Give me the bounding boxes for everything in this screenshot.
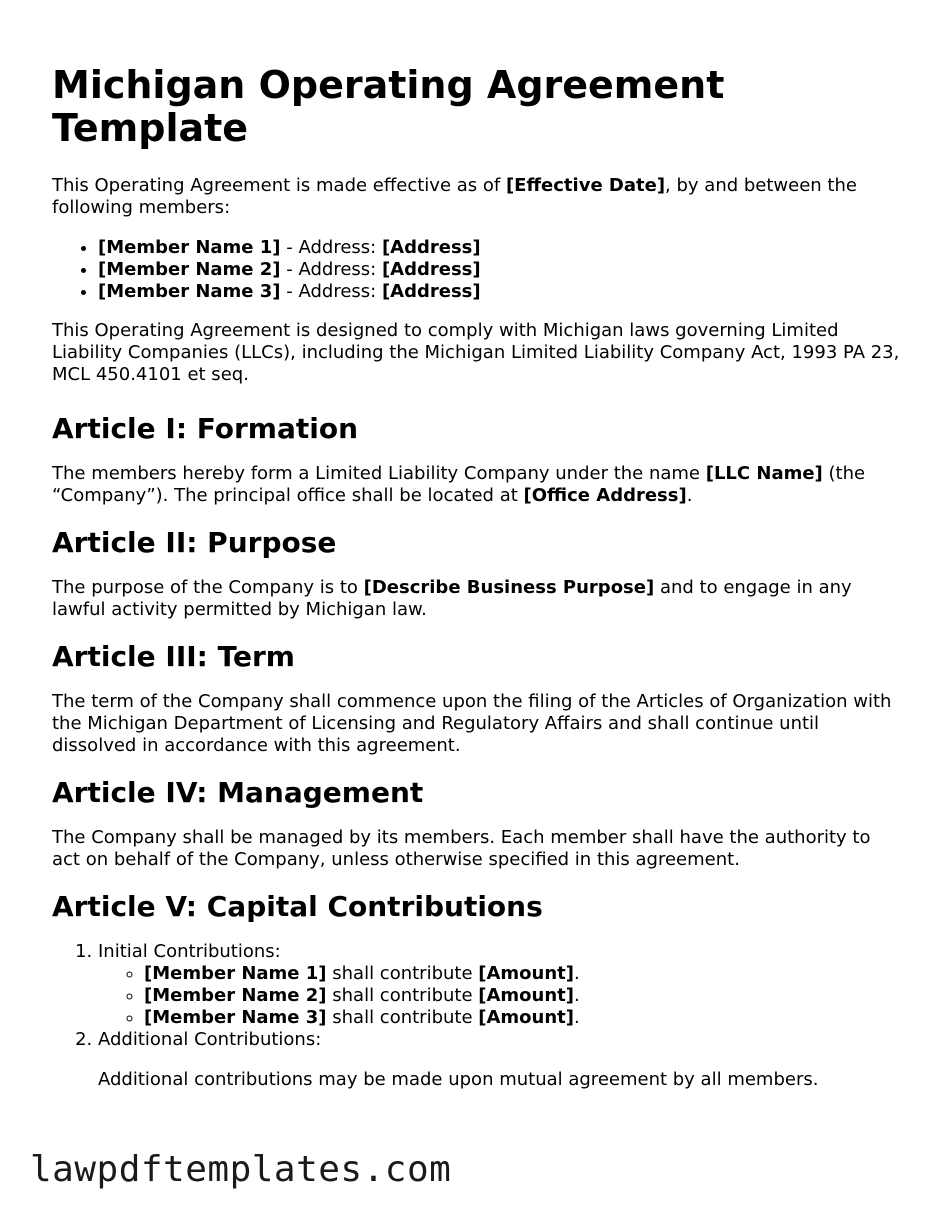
contributions-list bbox=[52, 941, 902, 1091]
article-4-heading: Article IV: Management bbox=[52, 776, 424, 809]
article-3-text: The term of the Company shall commence upon the filing of the Articles of Organization with the Michigan Department of Licensing and Regulatory Affairs and shall continue until dissolved in accordance with this agreement. bbox=[52, 691, 892, 756]
contribution-end: . bbox=[574, 963, 580, 984]
member-name: [Member Name 2] bbox=[144, 985, 327, 1006]
article-1-text-2: (the “Company”). The principal office shall be located at bbox=[52, 463, 866, 506]
llc-name-placeholder: [LLC Name] bbox=[705, 463, 823, 484]
contribution-text: shall contribute bbox=[326, 963, 479, 984]
member-address-label: - Address: bbox=[280, 237, 382, 258]
member-item bbox=[98, 281, 902, 303]
member-address: [Address] bbox=[381, 259, 481, 280]
contributions-item bbox=[98, 941, 902, 1029]
article-3-heading: Article III: Term bbox=[52, 640, 295, 673]
article-1-text bbox=[52, 463, 902, 507]
member-address-label: - Address: bbox=[280, 259, 382, 280]
article-2-text-2: and to engage in any lawful activity permitted by Michigan law. bbox=[52, 577, 852, 620]
member-list bbox=[52, 237, 902, 303]
member-address: [Address] bbox=[381, 281, 481, 302]
business-purpose-placeholder: [Describe Business Purpose] bbox=[363, 577, 655, 598]
contribution-end: . bbox=[574, 1007, 580, 1028]
contribution-item bbox=[144, 985, 902, 1007]
additional-contributions-label: Additional Contributions: bbox=[98, 1029, 322, 1050]
intro-paragraph bbox=[52, 175, 902, 219]
site-watermark: lawpdftemplates.com bbox=[30, 1149, 452, 1190]
article-2-text-1: The purpose of the Company is to bbox=[52, 577, 364, 598]
document-page bbox=[52, 64, 902, 1091]
member-name: [Member Name 1] bbox=[144, 963, 327, 984]
contribution-item bbox=[144, 963, 902, 985]
article-1-text-1: The members hereby form a Limited Liability Company under the name bbox=[52, 463, 706, 484]
amount-placeholder: [Amount] bbox=[478, 963, 575, 984]
article-5-heading: Article V: Capital Contributions bbox=[52, 890, 543, 923]
intro-text-2: , by and between the following members: bbox=[52, 175, 857, 218]
member-name: [Member Name 3] bbox=[98, 281, 281, 302]
compliance-paragraph: This Operating Agreement is designed to comply with Michigan laws governing Limited Liability Companies (LLCs), including the Michigan Limited Liability Company Act, 1993 PA 23, MCL 450.4101 et seq. bbox=[52, 320, 900, 385]
member-name: [Member Name 2] bbox=[98, 259, 281, 280]
article-1-text-3: . bbox=[686, 485, 693, 506]
intro-text-1: This Operating Agreement is made effective as of bbox=[52, 175, 506, 196]
amount-placeholder: [Amount] bbox=[478, 1007, 575, 1028]
contribution-text: shall contribute bbox=[326, 985, 479, 1006]
article-2-text bbox=[52, 577, 902, 621]
contributions-item bbox=[98, 1029, 902, 1091]
article-1-heading: Article I: Formation bbox=[52, 412, 359, 445]
contribution-item bbox=[144, 1007, 902, 1029]
page-title: Michigan Operating Agreement Template bbox=[52, 63, 725, 150]
additional-contributions-text: Additional contributions may be made upon mutual agreement by all members. bbox=[98, 1069, 819, 1090]
member-item bbox=[98, 237, 902, 259]
member-name: [Member Name 3] bbox=[144, 1007, 327, 1028]
amount-placeholder: [Amount] bbox=[478, 985, 575, 1006]
member-address-label: - Address: bbox=[280, 281, 382, 302]
initial-contributions-list bbox=[98, 963, 902, 1029]
effective-date-placeholder: [Effective Date] bbox=[505, 175, 666, 196]
article-4-text: The Company shall be managed by its members. Each member shall have the authority to act on behalf of the Company, unless otherwise specified in this agreement. bbox=[52, 827, 871, 870]
initial-contributions-label: Initial Contributions: bbox=[98, 941, 281, 962]
article-2-heading: Article II: Purpose bbox=[52, 526, 337, 559]
contribution-end: . bbox=[574, 985, 580, 1006]
contribution-text: shall contribute bbox=[326, 1007, 479, 1028]
member-address: [Address] bbox=[381, 237, 481, 258]
member-item bbox=[98, 259, 902, 281]
office-address-placeholder: [Office Address] bbox=[523, 485, 687, 506]
member-name: [Member Name 1] bbox=[98, 237, 281, 258]
